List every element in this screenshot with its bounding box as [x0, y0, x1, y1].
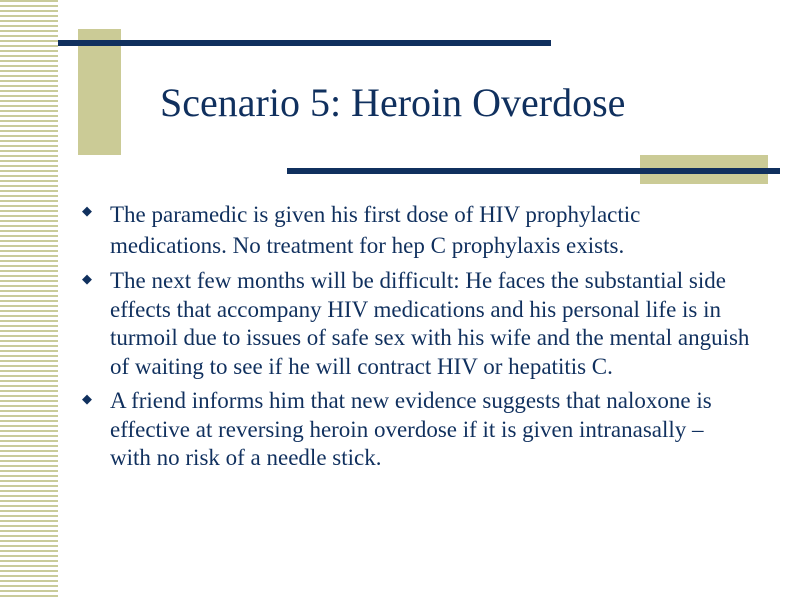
bullet-item — [80, 267, 750, 381]
bullet-text: The next few months will be difficult: He faces the substantial side effects that accompany HIV medications and his personal life is in turmoil due to issues of safe sex with his wife and the mental anguish of waiting to see if he will contract HIV or hepatitis C. — [110, 268, 750, 379]
diamond-bullet-icon: ◆ — [82, 391, 92, 406]
diamond-bullet-icon: ◆ — [82, 271, 92, 286]
bullet-text: The paramedic is given his first dose of HIV prophylactic medications. No treatment for hep C prophylaxis exists. — [110, 202, 641, 258]
bullet-item — [80, 199, 750, 261]
slide-title: Scenario 5: Heroin Overdose — [160, 80, 626, 125]
bullet-item — [80, 387, 750, 473]
diamond-bullet-icon: ◆ — [82, 203, 92, 218]
title-rule-bottom — [287, 168, 780, 174]
left-stripe-decoration — [0, 0, 58, 600]
bullet-text: A friend informs him that new evidence suggests that naloxone is effective at reversing heroin overdose if it is given intranasally – with no risk of a needle stick. — [110, 388, 712, 470]
olive-accent-block-left — [78, 29, 121, 155]
title-rule-top — [58, 40, 551, 46]
bullet-list — [80, 199, 750, 479]
